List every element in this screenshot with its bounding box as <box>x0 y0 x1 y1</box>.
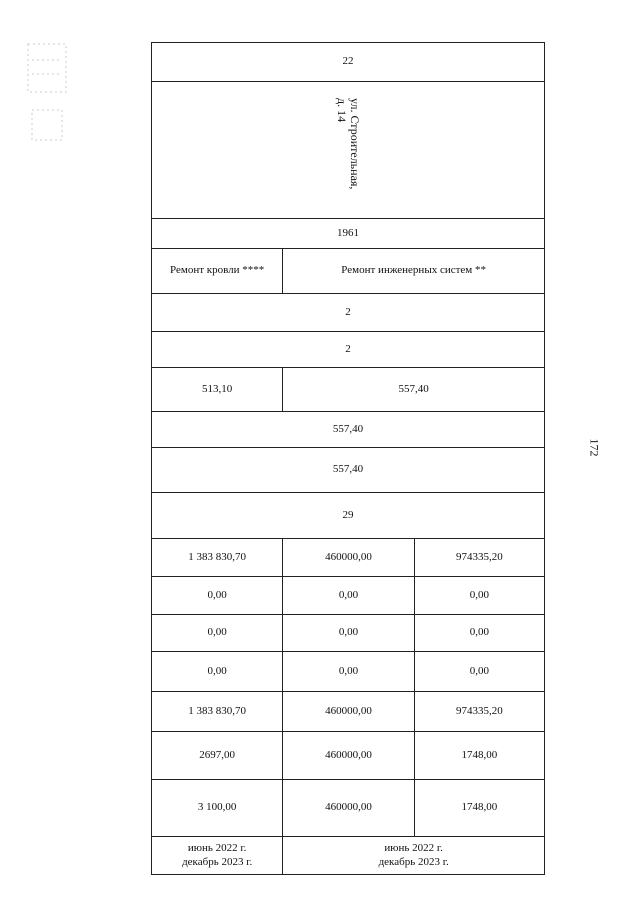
date-range-right-cell <box>282 837 544 874</box>
table-row <box>152 538 544 576</box>
cost-cell: 0,00 <box>282 577 413 614</box>
table-row <box>152 43 544 81</box>
floors-cell: 2 <box>345 305 351 318</box>
cost-cell: 460000,00 <box>282 539 413 576</box>
cost-cell: 460000,00 <box>282 780 413 836</box>
cost-cell: 460000,00 <box>282 732 413 779</box>
residents-cell: 29 <box>342 508 354 521</box>
cost-cell: 0,00 <box>282 615 413 651</box>
table-row <box>152 248 544 293</box>
cost-cell: 1 383 830,70 <box>188 704 247 717</box>
area-a-cell: 513,10 <box>202 382 233 395</box>
table-row <box>152 411 544 447</box>
date-range-left-cell <box>152 837 282 874</box>
address-text <box>335 98 361 189</box>
entrances-cell: 2 <box>345 342 351 355</box>
address-line-2: д. 14 <box>335 98 349 123</box>
row-number-cell: 22 <box>342 55 354 68</box>
cost-cell: 0,00 <box>282 652 413 691</box>
date-start: июнь 2022 г. <box>384 841 443 854</box>
cost-cell: 0,00 <box>207 664 227 677</box>
area-total-cell: 557,40 <box>332 422 364 435</box>
cost-cell: 3 100,00 <box>197 801 237 814</box>
table-row <box>152 492 544 538</box>
table-row <box>152 331 544 367</box>
cost-cell: 974335,20 <box>414 692 544 731</box>
cost-cell: 2697,00 <box>199 748 236 761</box>
table-row <box>152 293 544 331</box>
table-row <box>152 731 544 779</box>
table-row <box>152 651 544 691</box>
cost-cell: 0,00 <box>414 652 544 691</box>
cost-cell: 1 383 830,70 <box>188 550 247 563</box>
table-row <box>152 576 544 614</box>
work-type-systems-cell: Ремонт инженерных систем ** <box>282 249 544 293</box>
date-end: декабрь 2023 г. <box>182 855 253 868</box>
table-row <box>152 218 544 248</box>
table-row <box>152 691 544 731</box>
table-row <box>152 779 544 836</box>
table-row <box>152 367 544 411</box>
page-number: 172 <box>587 438 602 457</box>
cost-cell: 460000,00 <box>282 692 413 731</box>
cost-cell: 1748,00 <box>414 780 544 836</box>
area-b-cell: 557,40 <box>282 368 544 411</box>
cost-cell: 0,00 <box>414 615 544 651</box>
area-living-cell: 557,40 <box>332 463 364 476</box>
work-type-roof-cell: Ремонт кровли **** <box>170 264 265 277</box>
stamp-mark <box>24 40 74 150</box>
table-row <box>152 614 544 651</box>
date-start: июнь 2022 г. <box>187 841 247 854</box>
cost-cell: 1748,00 <box>414 732 544 779</box>
data-table <box>151 42 545 875</box>
date-end: декабрь 2023 г. <box>378 855 449 868</box>
table-row <box>152 836 544 874</box>
address-line-1: ул. Строительная, <box>348 98 363 190</box>
cost-cell: 0,00 <box>207 588 227 601</box>
cost-cell: 0,00 <box>414 577 544 614</box>
table-row <box>152 81 544 218</box>
table-row <box>152 447 544 492</box>
year-cell: 1961 <box>337 226 359 239</box>
cost-cell: 0,00 <box>207 626 227 639</box>
cost-cell: 974335,20 <box>414 539 544 576</box>
address-cell <box>152 82 544 218</box>
